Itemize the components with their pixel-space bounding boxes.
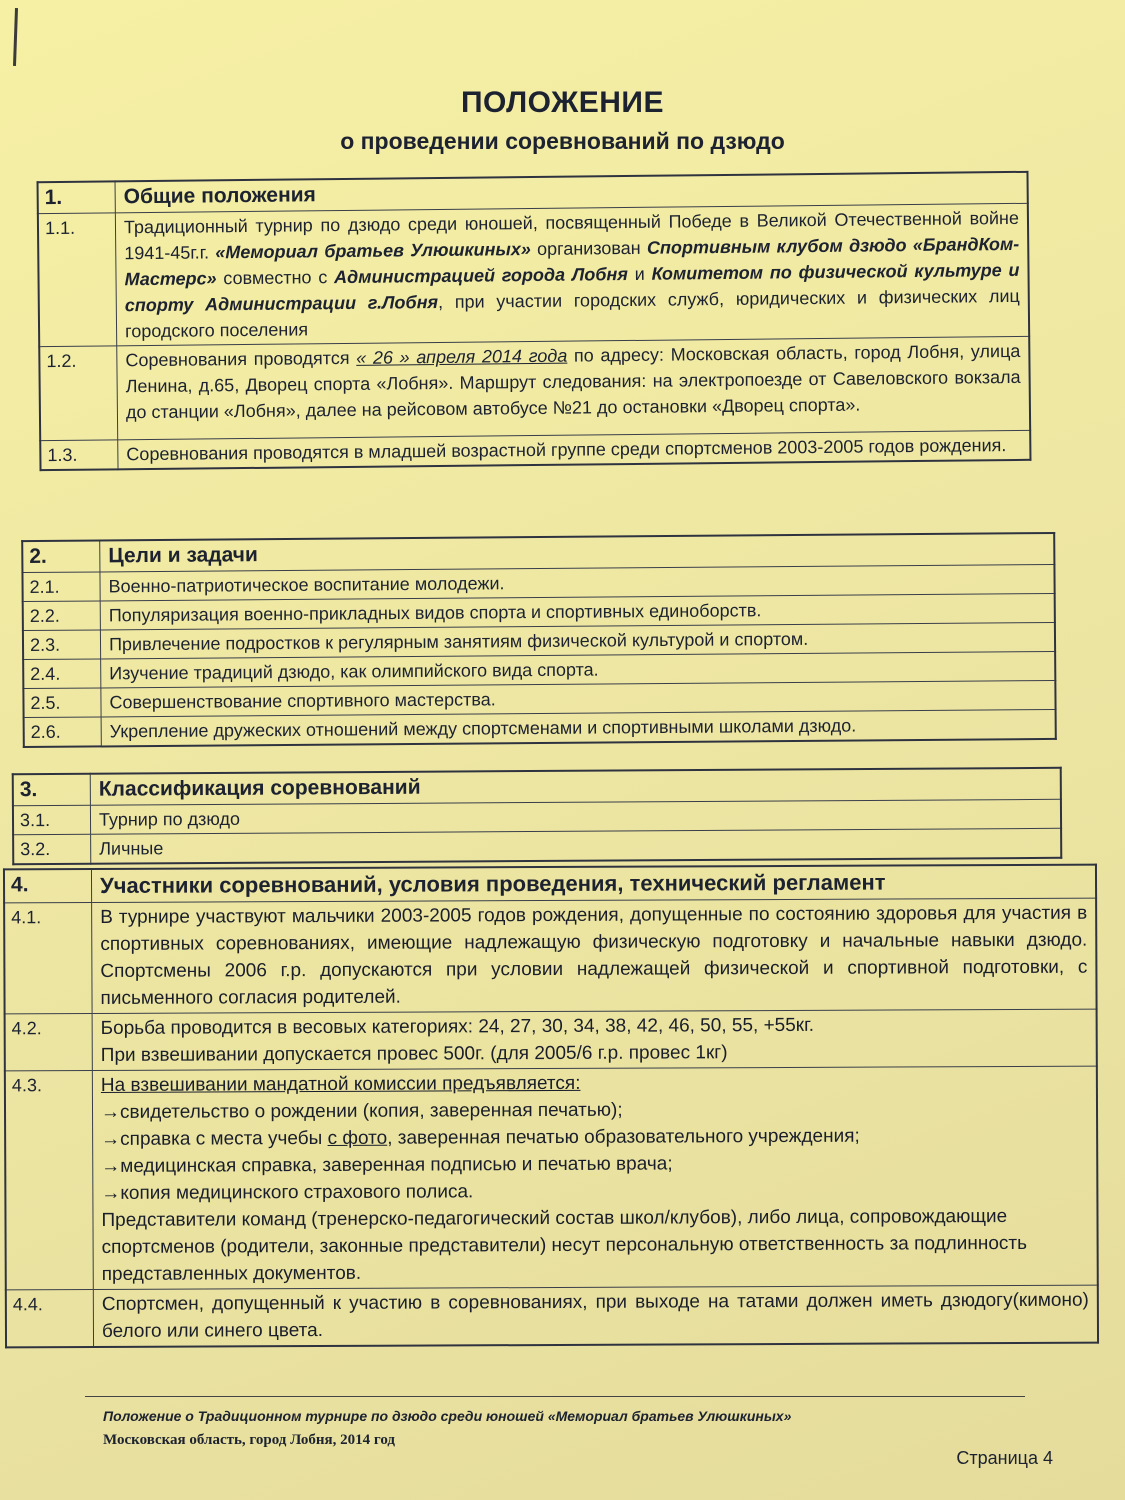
section-2-table (21, 532, 1057, 748)
footer-location: Московская область, город Лобня, 2014 год (103, 1432, 396, 1448)
table-row: 2.1. Военно-патриотическое воспитание молодежи. (22, 564, 1054, 601)
section-4-table (3, 864, 1099, 1349)
clause-4-4-text: Спортсмен, допущенный к участию в соревнованиях, при выходе на татами должен иметь дзюдогу(кимоно) белого или синего цвета. (93, 1285, 1098, 1347)
table-row: 2.6. Укрепление дружеских отношений между спортсменами и спортивными школами дзюдо. (24, 709, 1056, 747)
pen-mark (13, 8, 18, 66)
table-row: 4.2. Борьба проводится в весовых категориях: 24, 27, 30, 34, 38, 42, 46, 50, 55, +55кг. При взвешивании допускается провес 500г. (для 2005/6 г.р. провес 1кг) (5, 1009, 1097, 1071)
table-row (39, 336, 1030, 440)
table-row: 2.3. Привлечение подростков к регулярным занятиям физической культурой и спортом. (23, 622, 1055, 659)
list-item: Военно-патриотическое воспитание молодежи. (100, 564, 1055, 600)
list-item: Личные (91, 828, 1062, 863)
clause-1-1-text: Традиционный турнир по дзюдо среди юношей, посвященный Победе в Великой Отечественной войне 1941-45г.г. «Мемориал братьев Улюшкиных» организован Спортивным клубом дзюдо «БрандКом-Мастерс» совместно с Администрацией города Лобня и Комитетом по физической культуре и спорту Администрации г.Лобня, при участии городских служб, юридических и физических лиц городского поселения (115, 203, 1029, 346)
list-item: Турнир по дзюдо (90, 799, 1061, 834)
clause-1-3-text: Соревнования проводятся в младшей возрастной группе среди спортсменов 2003-2005 годов рождения. (118, 430, 1031, 469)
footer-document-title: Положение о Традиционном турнире по дзюдо среди юношей «Мемориал братьев Улюшкиных» (103, 1408, 792, 1424)
clause-number: 1.2. (39, 346, 117, 441)
page-title: ПОЛОЖЕНИЕ (460, 86, 664, 119)
section-3-heading: Классификация соревнований (90, 768, 1061, 805)
section-4-number: 4. (4, 869, 92, 903)
table-row: 3.1. Турнир по дзюдо (13, 799, 1061, 834)
list-item: Укрепление дружеских отношений между спортсменами и спортивными школами дзюдо. (101, 709, 1056, 746)
table-row: 2.4. Изучение традиций дзюдо, как олимпийского вида спорта. (23, 651, 1055, 688)
table-row: 4.1. В турнире участвуют мальчики 2003-2005 годов рождения, допущенные по состоянию здоровья для участия в спортивных соревнованиях, имеющие надлежащую физическую подготовку и начальные навыки дзюдо. Спортсмены 2006 г.р. допускаются при условии надлежащей физической и спортивной подготовки, с письменного согласия родителей. (4, 898, 1096, 1014)
page-subtitle: о проведении соревнований по дзюдо (340, 128, 785, 154)
clause-1-2-text: Соревнования проводятся « 26 » апреля 2014 года по адресу: Московская область, город Лобня, улица Ленина, д.65, Дворец спорта «Лобня». Маршрут следования: на электропоезде от Савеловского вокзала до станции «Лобня», далее на рейсовом автобусе №21 до остановки «Дворец спорта». (117, 336, 1030, 440)
list-item: Совершенствование спортивного мастерства. (101, 680, 1056, 716)
section-2-number: 2. (22, 540, 100, 572)
list-item: Привлечение подростков к регулярным занятиям физической культурой и спортом. (100, 622, 1055, 658)
section-1-heading: Общие положения (115, 172, 1028, 213)
section-2-heading: Цели и задачи (100, 533, 1055, 572)
page-number: Страница 4 (956, 1448, 1053, 1468)
clause-number: 1.3. (40, 440, 118, 470)
clause-4-1-text: В турнире участвуют мальчики 2003-2005 годов рождения, допущенные по состоянию здоровья для участия в спортивных соревнованиях, имеющие надлежащую физическую подготовку и начальные навыки дзюдо. Спортсмены 2006 г.р. допускаются при условии надлежащей физической и спортивной подготовки, с письменного согласия родителей. (92, 898, 1097, 1013)
table-row: 4.3. На взвешивании мандатной комиссии предъявляется: →свидетельство о рождении (копия, заверенная печатью); →справка с места учебы с фото, заверенная печатью образовательного учреждения; →медицинская справка, заверенная подписью и печатью врача; →копия медицинского страхового полиса. Представители команд (тренерско-педагогический состав школ/клубов), либо лица, сопровождающие спортсменов (родители, законные представители) несут персональную ответственность за подлинность представленных документов. (5, 1066, 1098, 1290)
list-item: Популяризация военно-прикладных видов спорта и спортивных единоборств. (100, 593, 1055, 629)
table-row: 2.2. Популяризация военно-прикладных видов спорта и спортивных единоборств. (23, 593, 1055, 630)
table-row: 4.4. Спортсмен, допущенный к участию в соревнованиях, при выходе на татами должен иметь дзюдогу(кимоно) белого или синего цвета. (6, 1285, 1098, 1347)
section-3-table (12, 767, 1063, 865)
section-3-number: 3. (13, 774, 91, 806)
clause-4-2-text: Борьба проводится в весовых категориях: 24, 27, 30, 34, 38, 42, 46, 50, 55, +55кг. При взвешивании допускается провес 500г. (для 2005/6 г.р. провес 1кг) (92, 1009, 1097, 1070)
table-row (38, 203, 1029, 346)
clause-4-3-text: На взвешивании мандатной комиссии предъявляется: →свидетельство о рождении (копия, заверенная печатью); →справка с места учебы с фото, заверенная печатью образовательного учреждения; →медицинская справка, заверенная подписью и печатью врача; →копия медицинского страхового полиса. Представители команд (тренерско-педагогический состав школ/клубов), либо лица, сопровождающие спортсменов (родители, законные представители) несут персональную ответственность за подлинность представленных документов. (92, 1066, 1097, 1289)
section-1-number: 1. (38, 181, 116, 213)
section-1-table (37, 171, 1032, 471)
list-item: Изучение традиций дзюдо, как олимпийского вида спорта. (101, 651, 1056, 687)
section-4-heading: Участники соревнований, условия проведения, технический регламент (91, 865, 1096, 903)
footer-divider (85, 1396, 1025, 1397)
clause-number: 1.1. (38, 213, 117, 347)
table-row: 3.2. Личные (13, 828, 1061, 864)
table-row: 2.5. Совершенствование спортивного мастерства. (23, 680, 1055, 717)
